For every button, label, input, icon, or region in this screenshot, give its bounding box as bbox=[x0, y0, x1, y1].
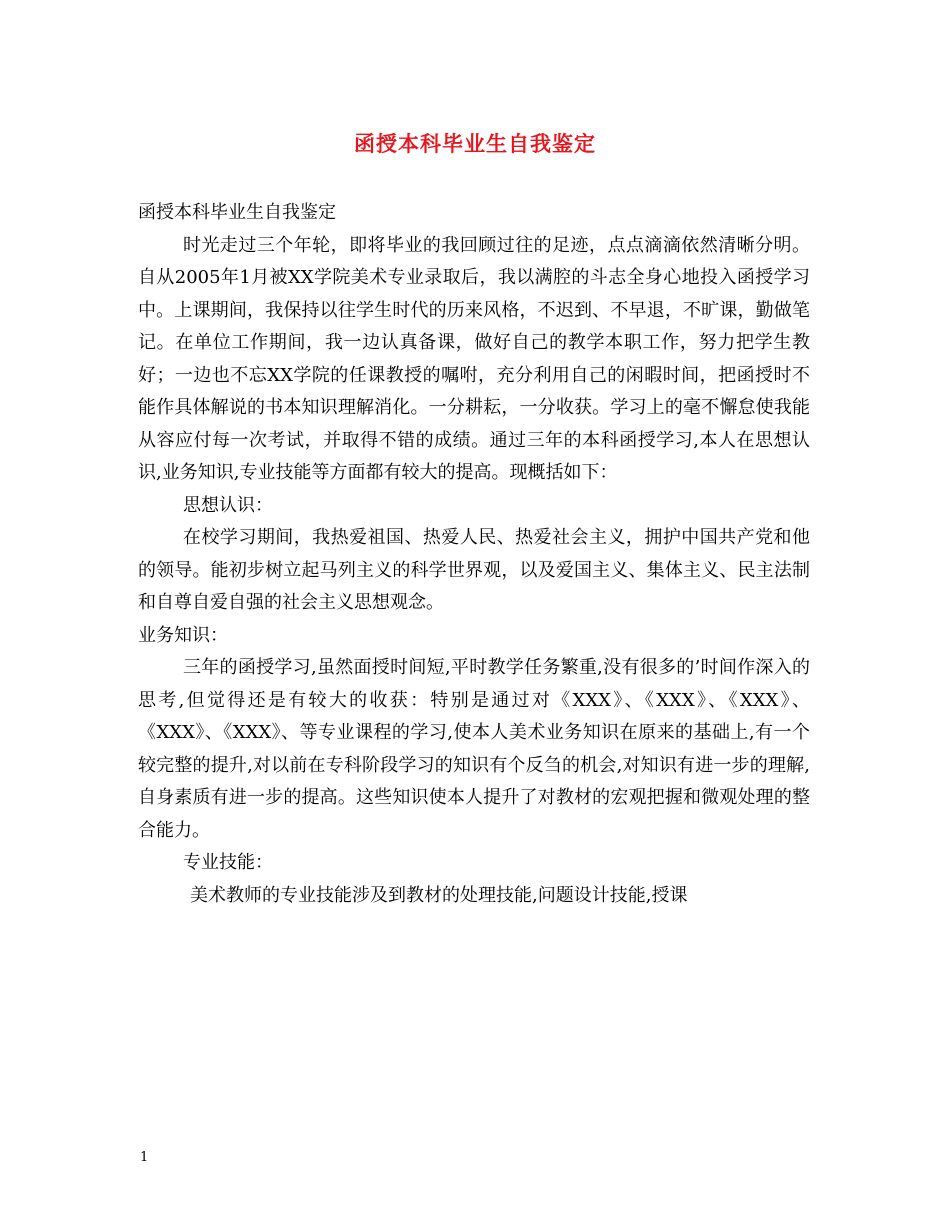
heading-business-knowledge: 业务知识： bbox=[138, 624, 228, 646]
heading-ideology: 思想认识： bbox=[183, 494, 273, 516]
page-number: 1 bbox=[140, 1150, 149, 1165]
paragraph-business-knowledge: 三年的函授学习,虽然面授时间短,平时教学任务繁重,没有很多的’时间作深入的思考,但觉得还是有较大的收获：特别是通过对《XXX》、《XXX》、《XXX》、《XXX》、《XXX》、等专业课程的学习,使本人美术业务知识在原来的基础上,有一个较完整的提升,对以前在专科阶段学习的知识有个反刍的机会,对知识有进一步的理解,自身素质有进一步的提高。这些知识使本人提升了对教材的宏观把握和微观处理的整合能力。 bbox=[138, 657, 810, 841]
subtitle-line: 函授本科毕业生自我鉴定 bbox=[138, 202, 336, 223]
document-body bbox=[138, 197, 810, 912]
paragraph-professional-skills: 美术教师的专业技能涉及到教材的处理技能,问题设计技能,授课 bbox=[190, 884, 688, 906]
document-title: 函授本科毕业生自我鉴定 bbox=[354, 132, 596, 156]
paragraph-intro: 时光走过三个年轮，即将毕业的我回顾过往的足迹，点点滴滴依然清晰分明。自从2005年1月被XX学院美术专业录取后，我以满腔的斗志全身心地投入函授学习中。上课期间，我保持以往学生时代的历来风格，不迟到、不早退，不旷课，勤做笔记。在单位工作期间，我一边认真备课，做好自己的教学本职工作，努力把学生教好；一边也不忘XX学院的任课教授的嘱咐，充分利用自己的闲暇时间，把函授时不能作具体解说的书本知识理解消化。一分耕耘，一分收获。学习上的毫不懈怠使我能从容应付每一次考试，并取得不错的成绩。通过三年的本科函授学习,本人在思想认识,业务知识,专业技能等方面都有较大的提高。现概括如下： bbox=[138, 234, 810, 483]
heading-professional-skills: 专业技能： bbox=[183, 852, 273, 873]
paragraph-ideology: 在校学习期间，我热爱祖国、热爱人民、热爱社会主义，拥护中国共产党和他的领导。能初步树立起马列主义的科学世界观，以及爱国主义、集体主义、民主法制和自尊自爱自强的社会主义思想观念。 bbox=[138, 527, 810, 613]
